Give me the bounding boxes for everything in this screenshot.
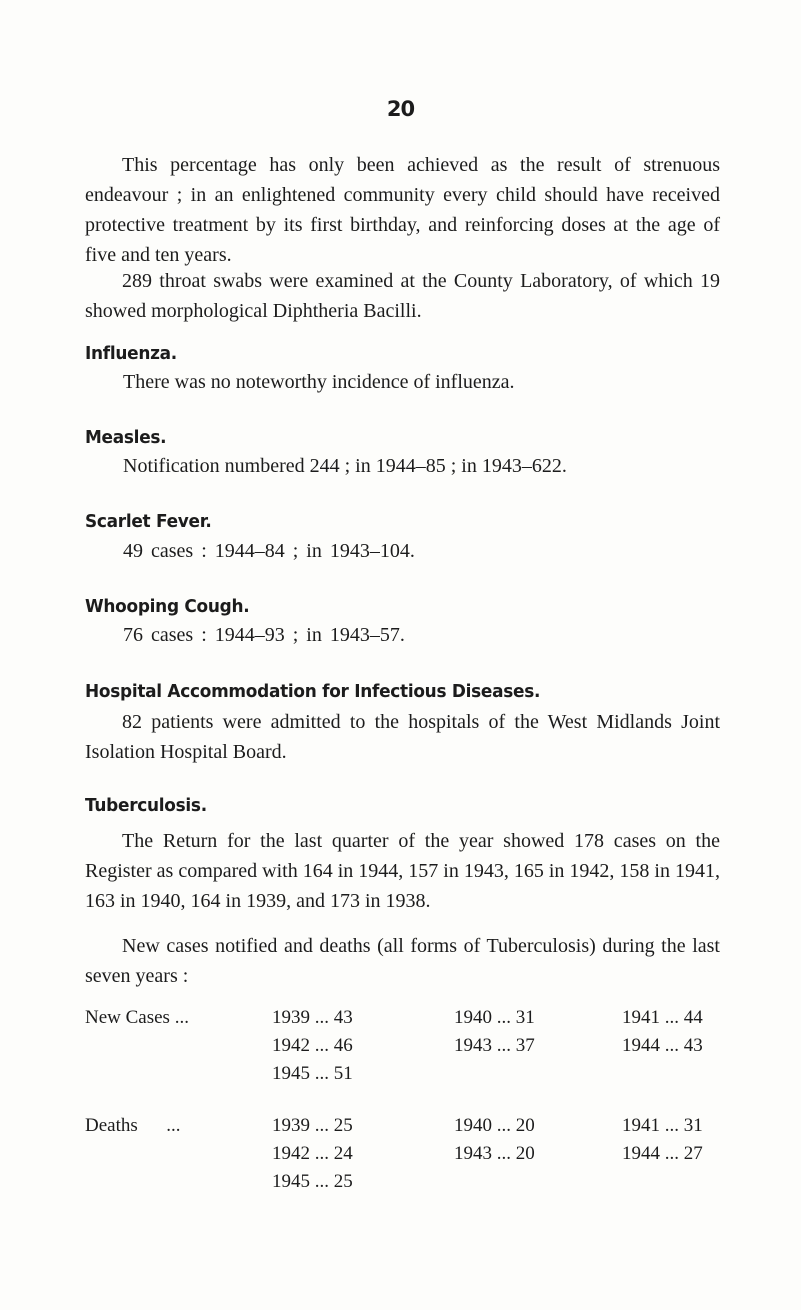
table-cell: 1940 ... 31	[454, 1007, 535, 1028]
hospital-text: 82 patients were admitted to the hospitals of the West Midlands Joint Isolation Hospital Board.	[85, 711, 720, 763]
table-cell: 1941 ... 31	[622, 1115, 703, 1136]
influenza-text: There was no noteworthy incidence of influenza.	[123, 371, 515, 393]
intro-paragraph-2: 289 throat swabs were examined at the County Laboratory, of which 19 showed morphological Diphtheria Bacilli.	[85, 270, 720, 322]
table-cell: 1945 ... 51	[272, 1063, 353, 1084]
table-cell: 1945 ... 25	[272, 1171, 353, 1192]
whooping-cough-text: 76 cases : 1944–93 ; in 1943–57.	[123, 624, 405, 646]
deaths-label: Deaths ...	[85, 1115, 181, 1136]
table-cell: 1941 ... 44	[622, 1007, 703, 1028]
table-cell: 1943 ... 20	[454, 1143, 535, 1164]
heading-tuberculosis: Tuberculosis.	[85, 795, 207, 816]
tuberculosis-paragraph-1: The Return for the last quarter of the year showed 178 cases on the Register as compared with 164 in 1944, 157 in 1943, 165 in 1942, 158 in 1941, 163 in 1940, 164 in 1939, and 173 in 1938.	[85, 830, 720, 912]
table-cell: 1943 ... 37	[454, 1035, 535, 1056]
table-cell: 1939 ... 25	[272, 1115, 353, 1136]
table-cell: 1940 ... 20	[454, 1115, 535, 1136]
new-cases-label: New Cases ...	[85, 1007, 189, 1028]
heading-scarlet-fever: Scarlet Fever.	[85, 511, 212, 532]
scarlet-fever-text: 49 cases : 1944–84 ; in 1943–104.	[123, 540, 415, 562]
table-cell: 1942 ... 46	[272, 1035, 353, 1056]
intro-paragraph-1: This percentage has only been achieved as the result of strenuous endeavour ; in an enlightened community every child should have received protective treatment by its first birthday, and reinforcing doses at the age of five and ten years.	[85, 154, 720, 266]
page-number: 20	[386, 97, 415, 121]
tuberculosis-paragraph-2: New cases notified and deaths (all forms of Tuberculosis) during the last seven years :	[85, 935, 720, 987]
table-cell: 1944 ... 27	[622, 1143, 703, 1164]
table-cell: 1944 ... 43	[622, 1035, 703, 1056]
heading-measles: Measles.	[85, 427, 167, 448]
heading-whooping-cough: Whooping Cough.	[85, 596, 250, 617]
measles-text: Notification numbered 244 ; in 1944–85 ; in 1943–622.	[123, 455, 567, 477]
heading-hospital-accommodation: Hospital Accommodation for Infectious Diseases.	[85, 681, 541, 702]
heading-influenza: Influenza.	[85, 343, 177, 364]
table-cell: 1939 ... 43	[272, 1007, 353, 1028]
table-cell: 1942 ... 24	[272, 1143, 353, 1164]
